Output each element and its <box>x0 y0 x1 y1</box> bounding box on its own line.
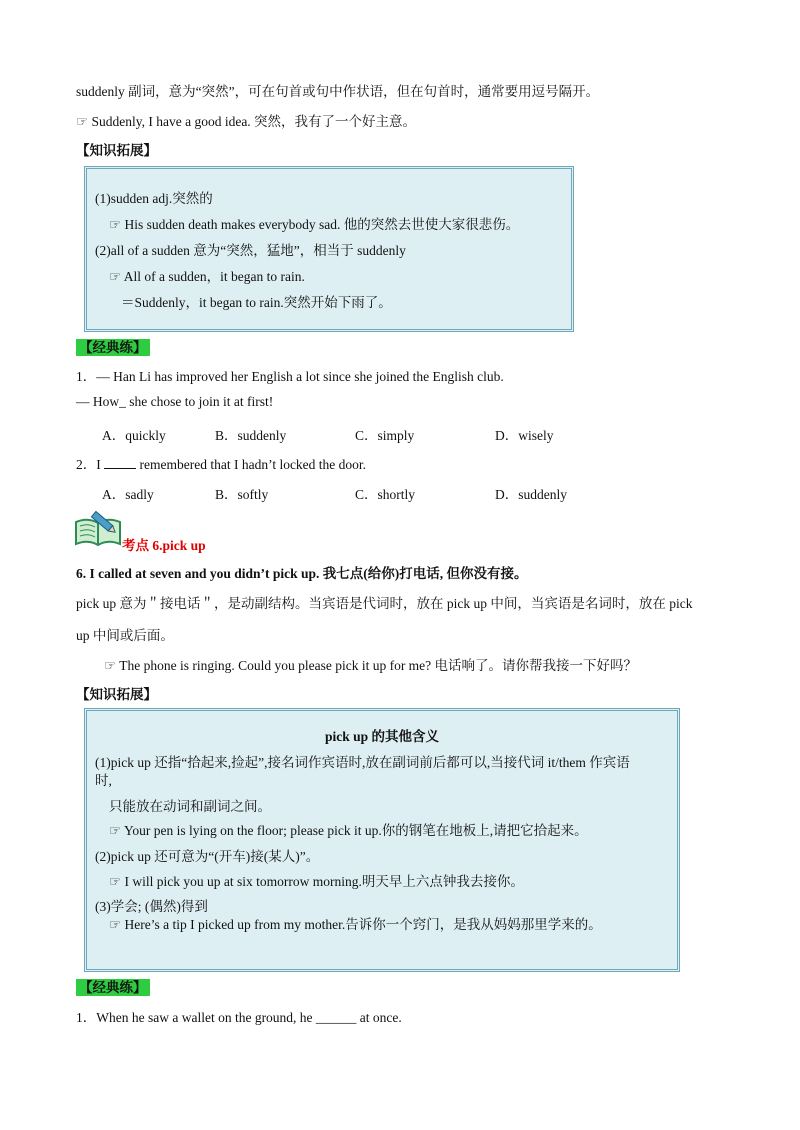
box2-line-1: (1)pick up 还指“拾起来,捡起”,接名词作宾语时,放在副词前后都可以,当接代词 it/them 作宾语 <box>95 755 630 770</box>
q1-option-c[interactable]: C．simply <box>355 428 415 443</box>
box2-line-1b: 时, <box>95 773 112 788</box>
answer-blank[interactable] <box>104 457 136 469</box>
q2-stem: 2．I remembered that I hadn’t locked the door. <box>76 457 367 472</box>
box2-line-4: (2)pick up 还可意为“(开车)接(某人)”。 <box>95 849 320 864</box>
kaodian-heading: 考点 6.pick up <box>122 538 206 553</box>
practice-header-2: 【经典练】 <box>76 976 150 996</box>
knowledge-extension-header-2: 【知识拓展】 <box>76 687 157 702</box>
box1-line-5: ＝Suddenly，it began to rain.突然开始下雨了。 <box>121 295 392 310</box>
extension-box-1 <box>84 166 574 332</box>
practice-header-1: 【经典练】 <box>76 336 150 356</box>
box2-line-6: (3)学会; (偶然)得到 <box>95 899 208 914</box>
q3-stem: 1．When he saw a wallet on the ground, he ______ at once. <box>76 1010 402 1025</box>
box1-line-3: (2)all of a sudden 意为“突然，猛地”，相当于 suddenly <box>95 243 406 258</box>
knowledge-extension-header: 【知识拓展】 <box>76 143 157 158</box>
q1-stem-2: — How_ she chose to join it at first! <box>76 394 274 409</box>
box2-line-7: ☞ Here’s a tip I picked up from my mother.告诉你一个窍门，是我从妈妈那里学来的。 <box>109 917 602 932</box>
q1-option-b[interactable]: B．suddenly <box>215 428 287 443</box>
q2-option-d[interactable]: D．suddenly <box>495 487 567 502</box>
box2-line-3: ☞ Your pen is lying on the floor; please pick it up.你的钢笔在地板上,请把它拾起来。 <box>109 823 588 838</box>
q2-option-c[interactable]: C．shortly <box>355 487 416 502</box>
box2-line-2: 只能放在动词和副词之间。 <box>109 799 271 814</box>
q2-option-a[interactable]: A．sadly <box>102 487 154 502</box>
extension-box-2 <box>84 708 680 972</box>
intro-text-line-2: up 中间或后面。 <box>76 628 174 643</box>
box1-line-4: ☞ All of a sudden，it began to rain. <box>109 269 305 284</box>
q1-option-a[interactable]: A．quickly <box>102 428 166 443</box>
box1-line-2: ☞ His sudden death makes everybody sad. 他的突然去世使大家很悲伤。 <box>109 217 520 232</box>
book-pencil-icon <box>74 508 122 548</box>
box2-line-5: ☞ I will pick you up at six tomorrow morning.明天早上六点钟我去接你。 <box>109 874 524 889</box>
box1-line-1: (1)sudden adj.突然的 <box>95 191 213 206</box>
example-sentence: ☞ Suddenly, I have a good idea. 突然，我有了一个好主意。 <box>76 114 417 129</box>
q2-option-b[interactable]: B．softly <box>215 487 269 502</box>
q1-option-d[interactable]: D．wisely <box>495 428 554 443</box>
intro-text: suddenly 副词，意为“突然”，可在句首或句中作状语，但在句首时，通常要用逗号隔开。 <box>76 84 600 99</box>
intro-text-line-1: pick up 意为＂接电话＂，是动副结构。当宾语是代词时，放在 pick up 中间，当宾语是名词时，放在 pick <box>76 596 693 611</box>
q1-stem: 1．— Han Li has improved her English a lot since she joined the English club. <box>76 369 504 384</box>
box2-title: pick up 的其他含义 <box>324 729 440 744</box>
example-sentence-2: ☞ The phone is ringing. Could you please pick it up for me? 电话响了。请你帮我接一下好吗？ <box>104 658 638 673</box>
section-title: 6. I called at seven and you didn’t pick up. 我七点(给你)打电话, 但你没有接。 <box>76 566 528 581</box>
